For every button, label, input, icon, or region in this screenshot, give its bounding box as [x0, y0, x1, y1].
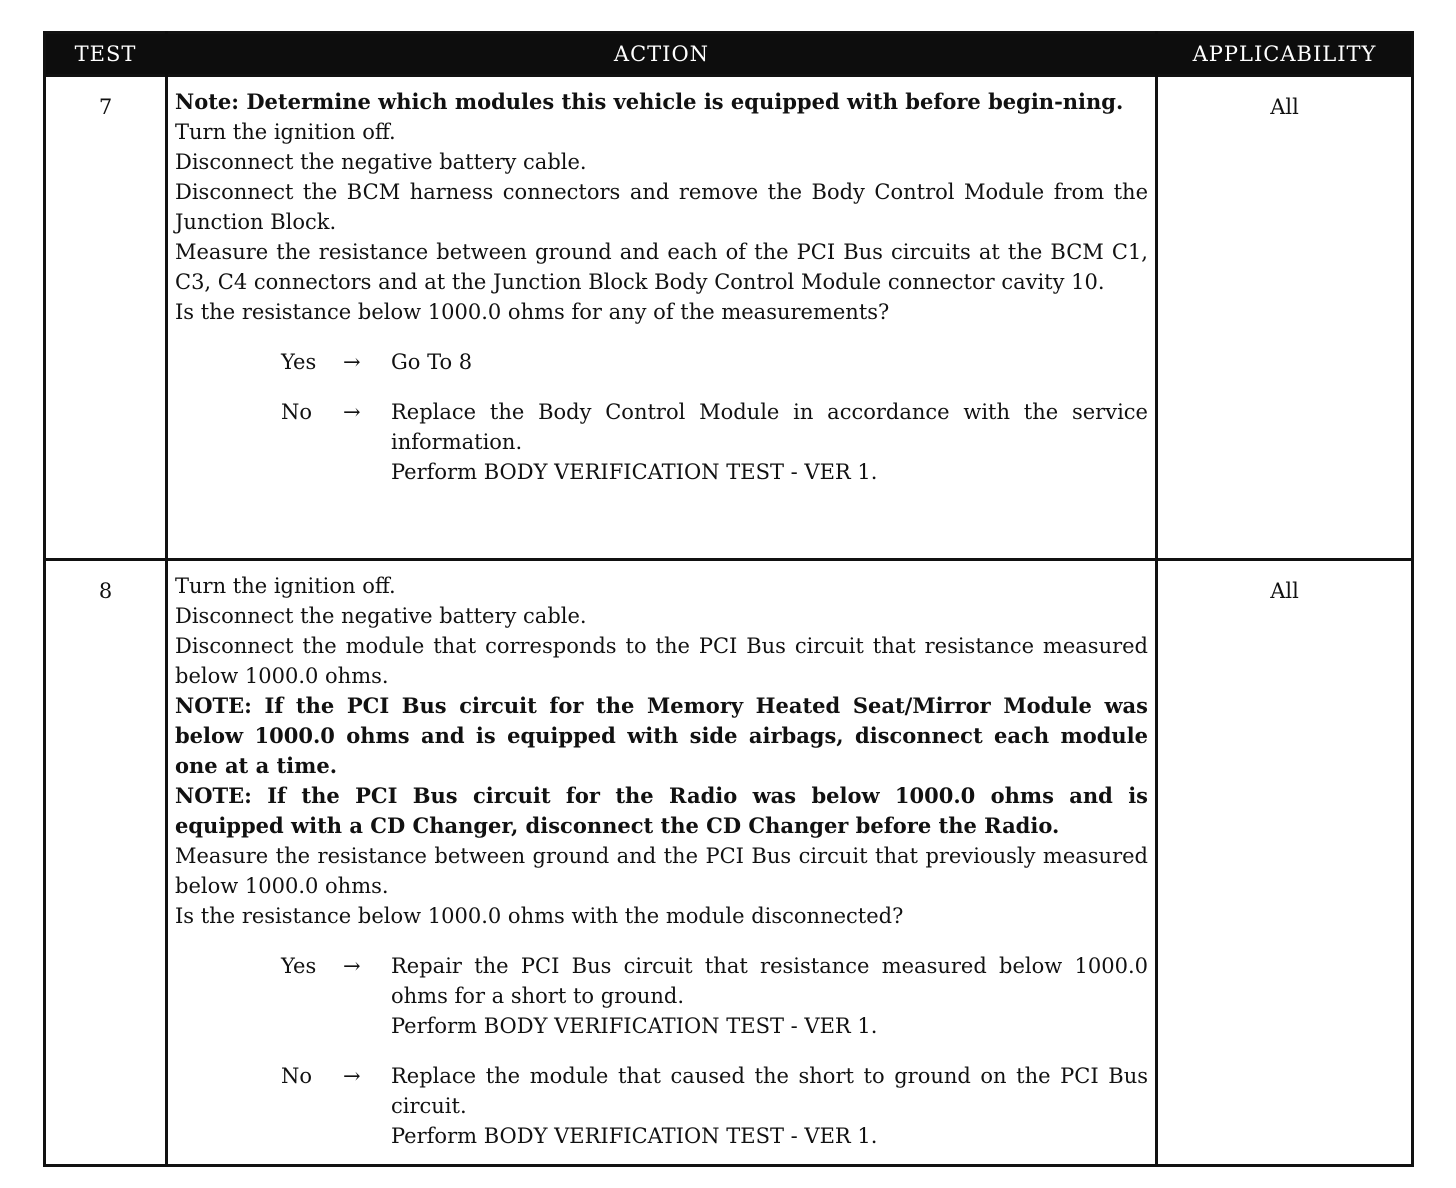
- arrow-right-icon: →: [343, 400, 361, 424]
- arrow-right-icon: →: [343, 1064, 361, 1088]
- result-yes: [175, 347, 1148, 377]
- result-line: Perform BODY VERIFICATION TEST - VER 1.: [391, 460, 878, 484]
- instruction-text: Measure the resistance between ground and each of the PCI Bus circuits at the BCM C1, C3, C4 connectors and at the Junction Block Body Control Module connector cavity 10.: [175, 240, 1148, 294]
- instruction-text: Is the resistance below 1000.0 ohms for any of the measurements?: [175, 300, 890, 324]
- result-text: [391, 1061, 1148, 1151]
- instruction-text: Disconnect the module that corresponds to the PCI Bus circuit that resistance measured below 1000.0 ohms.: [175, 634, 1148, 688]
- result-no: [175, 397, 1148, 487]
- result-line: Replace the module that caused the short to ground on the PCI Bus circuit.: [391, 1064, 1148, 1118]
- instruction-text: Is the resistance below 1000.0 ohms with the module disconnected?: [175, 904, 904, 928]
- result-label: Yes: [281, 350, 317, 374]
- result-text: [391, 347, 1148, 377]
- result-text: [391, 397, 1148, 487]
- instruction-text: Turn the ignition off.: [175, 574, 396, 598]
- test-number: 8: [45, 560, 167, 1166]
- header-test: TEST: [45, 33, 167, 76]
- note-text: NOTE: If the PCI Bus circuit for the Memory Heated Seat/Mirror Module was below 1000.0 ohms and is equipped with side airbags, disconnect each module one at a time.: [175, 693, 1148, 778]
- table-row: [45, 560, 1413, 1166]
- table-row: [45, 76, 1413, 560]
- result-text: [391, 951, 1148, 1041]
- result-line: Perform BODY VERIFICATION TEST - VER 1.: [391, 1124, 878, 1148]
- result-label: No: [281, 400, 313, 424]
- instruction-text: Disconnect the negative battery cable.: [175, 604, 587, 628]
- diagnostic-test-table: [43, 31, 1414, 1167]
- instruction-text: Measure the resistance between ground and the PCI Bus circuit that previously measured below 1000.0 ohms.: [175, 844, 1148, 898]
- applicability-value: All: [1157, 560, 1413, 1166]
- arrow-right-icon: →: [343, 350, 361, 374]
- result-line: Perform BODY VERIFICATION TEST - VER 1.: [391, 1014, 878, 1038]
- header-applicability: APPLICABILITY: [1157, 33, 1413, 76]
- result-line: Go To 8: [391, 350, 473, 374]
- result-label: No: [281, 1064, 313, 1088]
- result-line: Repair the PCI Bus circuit that resistance measured below 1000.0 ohms for a short to ground.: [391, 954, 1148, 1008]
- action-cell: [167, 560, 1157, 1166]
- test-number: 7: [45, 76, 167, 560]
- instruction-text: Turn the ignition off.: [175, 120, 396, 144]
- action-cell: [167, 76, 1157, 560]
- instruction-text: Disconnect the BCM harness connectors and remove the Body Control Module from the Junction Block.: [175, 180, 1148, 234]
- note-text: Note: Determine which modules this vehicle is equipped with before begin-ning.: [175, 89, 1124, 114]
- note-text: NOTE: If the PCI Bus circuit for the Radio was below 1000.0 ohms and is equipped with a CD Changer, disconnect the CD Changer before the Radio.: [175, 783, 1148, 838]
- instruction-text: Disconnect the negative battery cable.: [175, 150, 587, 174]
- result-yes: [175, 951, 1148, 1041]
- arrow-right-icon: →: [343, 954, 361, 978]
- result-no: [175, 1061, 1148, 1151]
- header-row: [45, 33, 1413, 76]
- applicability-value: All: [1157, 76, 1413, 560]
- result-label: Yes: [281, 954, 317, 978]
- result-line: Replace the Body Control Module in accordance with the service information.: [391, 400, 1148, 454]
- header-action: ACTION: [167, 33, 1157, 76]
